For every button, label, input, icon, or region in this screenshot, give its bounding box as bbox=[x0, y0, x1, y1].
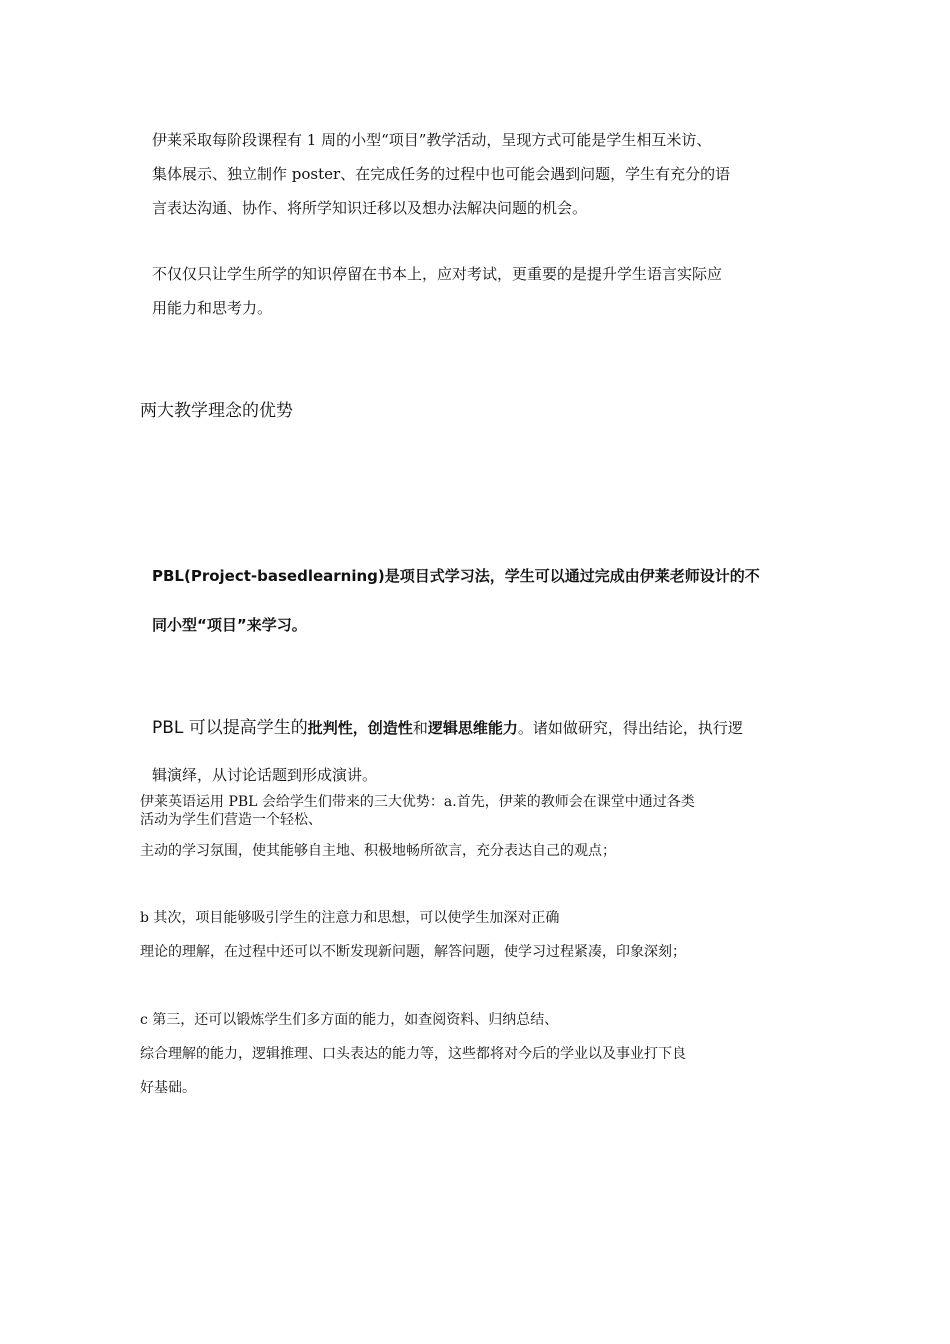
intro-paragraph-1-line-3: 言表达沟通、协作、将所学知识迁移以及想办法解决问题的机会。 bbox=[152, 199, 588, 217]
pbl-skills-prefix: PBL 可以提高学生的 bbox=[152, 718, 308, 738]
advantage-a-line-2: 活动为学生们营造一个轻松、 bbox=[140, 812, 322, 828]
advantage-c-line-3: 好基础。 bbox=[140, 1080, 196, 1096]
intro-paragraph-2-line-1: 不仅仅只让学生所学的知识停留在书本上，应对考试，更重要的是提升学生语言实际应 bbox=[152, 265, 723, 283]
pbl-skills-line-2: 辑演绎，从讨论话题到形成演讲。 bbox=[152, 766, 378, 784]
pbl-skills-suffix: 。诸如做研究，得出结论，执行逻 bbox=[517, 719, 743, 737]
advantage-c-line-1: c 第三，还可以锻炼学生们多方面的能力，如查阅资料、归纳总结、 bbox=[140, 1012, 559, 1028]
pbl-skills-line-1 bbox=[152, 713, 743, 738]
advantage-c-line-2: 综合理解的能力，逻辑推理、口头表达的能力等，这些都将对今后的学业以及事业打下良 bbox=[140, 1046, 686, 1062]
section-heading: 两大教学理念的优势 bbox=[140, 401, 293, 421]
advantage-a-line-1: 伊莱英语运用 PBL 会给学生们带来的三大优势：a.首先，伊莱的教师会在课堂中通过各类 bbox=[140, 794, 695, 810]
pbl-skills-and: 和 bbox=[412, 719, 428, 737]
intro-paragraph-2-line-2: 用能力和思考力。 bbox=[152, 299, 273, 317]
intro-paragraph-1-line-1: 伊莱采取每阶段课程有 1 周的小型“项目”教学活动，呈现方式可能是学生相互米访、 bbox=[152, 131, 712, 149]
advantage-a-line-3: 主动的学习氛围，使其能够自主地、积极地畅所欲言，充分表达自己的观点； bbox=[140, 843, 616, 859]
advantage-b-line-2: 理论的理解，在过程中还可以不断发现新问题，解答问题，使学习过程紧凑，印象深刻； bbox=[140, 944, 686, 960]
pbl-intro-line-1: PBL(Project-basedlearning)是项目式学习法，学生可以通过完成由伊莱老师设计的不 bbox=[152, 567, 760, 585]
intro-paragraph-1-line-2: 集体展示、独立制作 poster、在完成任务的过程中也可能会遇到问题，学生有充分的语 bbox=[152, 165, 731, 183]
pbl-intro-line-2: 同小型“项目”来学习。 bbox=[152, 616, 307, 634]
pbl-skills-bold-logical: 逻辑思维能力 bbox=[427, 719, 518, 737]
advantage-b-line-1: b 其次，项目能够吸引学生的注意力和思想，可以使学生加深对正确 bbox=[140, 910, 560, 926]
pbl-skills-bold-critical-creative: 批判性，创造性 bbox=[307, 719, 413, 737]
